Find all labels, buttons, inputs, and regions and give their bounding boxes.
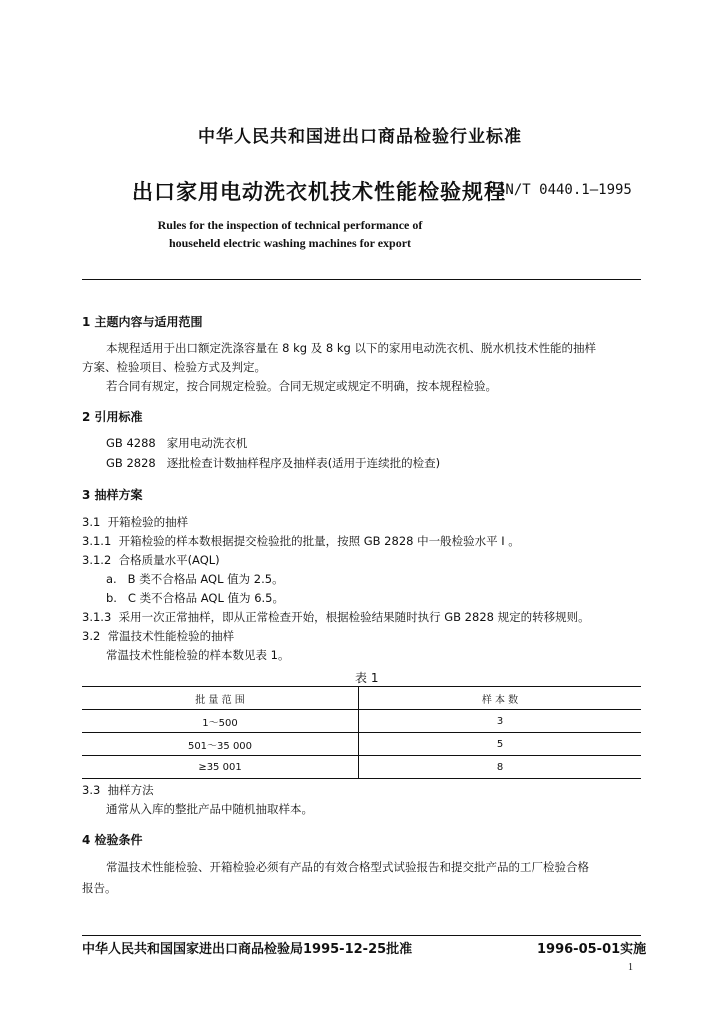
section-1-heading: 1 主题内容与适用范围 xyxy=(82,315,203,329)
approval-line: 中华人民共和国国家进出口商品检验局1995-12-25批准 xyxy=(82,942,413,957)
table-cell-sample: 5 xyxy=(359,733,642,756)
reference-gb2828: GB 2828 逐批检查计数抽样程序及抽样表(适用于连续批的检查) xyxy=(106,456,441,470)
document-title: 出口家用电动洗衣机技术性能检验规程 xyxy=(132,180,506,204)
section-3-heading: 3 抽样方案 xyxy=(82,488,143,502)
table-cell-sample: 8 xyxy=(359,756,642,779)
section-4-paragraph-line-2: 报告。 xyxy=(82,881,117,895)
section-2-heading: 2 引用标准 xyxy=(82,410,143,424)
table-header-batch-range: 批 量 范 围 xyxy=(82,687,359,710)
section-1-paragraph-2: 若合同有规定，按合同规定检验。合同无规定或规定不明确，按本规程检验。 xyxy=(106,379,497,393)
section-4-paragraph-line-1: 常温技术性能检验、开箱检验必须有产品的有效合格型式试验报告和提交批产品的工厂检验合格 xyxy=(106,860,589,874)
section-1-paragraph-1-line-1: 本规程适用于出口额定洗涤容量在 8 kg 及 8 kg 以下的家用电动洗衣机、脱水机技术性能的抽样 xyxy=(106,341,596,355)
section-3-2-text: 常温技术性能检验的样本数见表 1。 xyxy=(106,648,290,662)
english-title-line1: Rules for the inspection of technical performance of xyxy=(157,218,423,232)
section-3-3-text: 通常从入库的整批产品中随机抽取样本。 xyxy=(106,802,313,816)
page-number: 1 xyxy=(628,962,633,973)
section-1-paragraph-1-line-2: 方案、检验项目、检验方式及判定。 xyxy=(82,360,266,374)
section-4-heading: 4 检验条件 xyxy=(82,833,143,847)
table-cell-sample: 3 xyxy=(359,710,642,733)
table-row xyxy=(82,710,641,733)
section-3-3-heading: 3.3 抽样方法 xyxy=(82,783,154,797)
issuing-agency-title: 中华人民共和国进出口商品检验行业标准 xyxy=(198,127,522,147)
table-cell-range: ≥35 001 xyxy=(82,756,359,779)
table-cell-range: 501～35 000 xyxy=(82,733,359,756)
section-3-1-3: 3.1.3 采用一次正常抽样，即从正常检查开始，根据检验结果随时执行 GB 2828 规定的转移规则。 xyxy=(82,610,590,624)
section-3-2-heading: 3.2 常温技术性能检验的抽样 xyxy=(82,629,235,643)
section-3-1-heading: 3.1 开箱检验的抽样 xyxy=(82,515,189,529)
list-item-a: a. B 类不合格品 AQL 值为 2.5。 xyxy=(106,572,284,586)
table-row xyxy=(82,756,641,779)
section-3-1-1: 3.1.1 开箱检验的样本数根据提交检验批的批量，按照 GB 2828 中一般检验水平 Ⅰ 。 xyxy=(82,534,520,548)
footer-rule xyxy=(82,935,641,936)
list-item-b: b. C 类不合格品 AQL 值为 6.5。 xyxy=(106,591,284,605)
table-row xyxy=(82,733,641,756)
reference-gb4288: GB 4288 家用电动洗衣机 xyxy=(106,436,248,450)
section-3-1-2: 3.1.2 合格质量水平(AQL) xyxy=(82,553,220,567)
english-title-line2: househeld electric washing machines for export xyxy=(168,236,412,250)
header-rule xyxy=(82,279,641,280)
sample-size-table xyxy=(82,686,641,779)
standard-code: SN/T 0440.1—1995 xyxy=(497,182,632,198)
effective-date-line: 1996-05-01实施 xyxy=(537,942,647,957)
table-caption: 表 1 xyxy=(355,671,379,685)
table-cell-range: 1～500 xyxy=(82,710,359,733)
table-header-sample-size: 样 本 数 xyxy=(359,687,642,710)
